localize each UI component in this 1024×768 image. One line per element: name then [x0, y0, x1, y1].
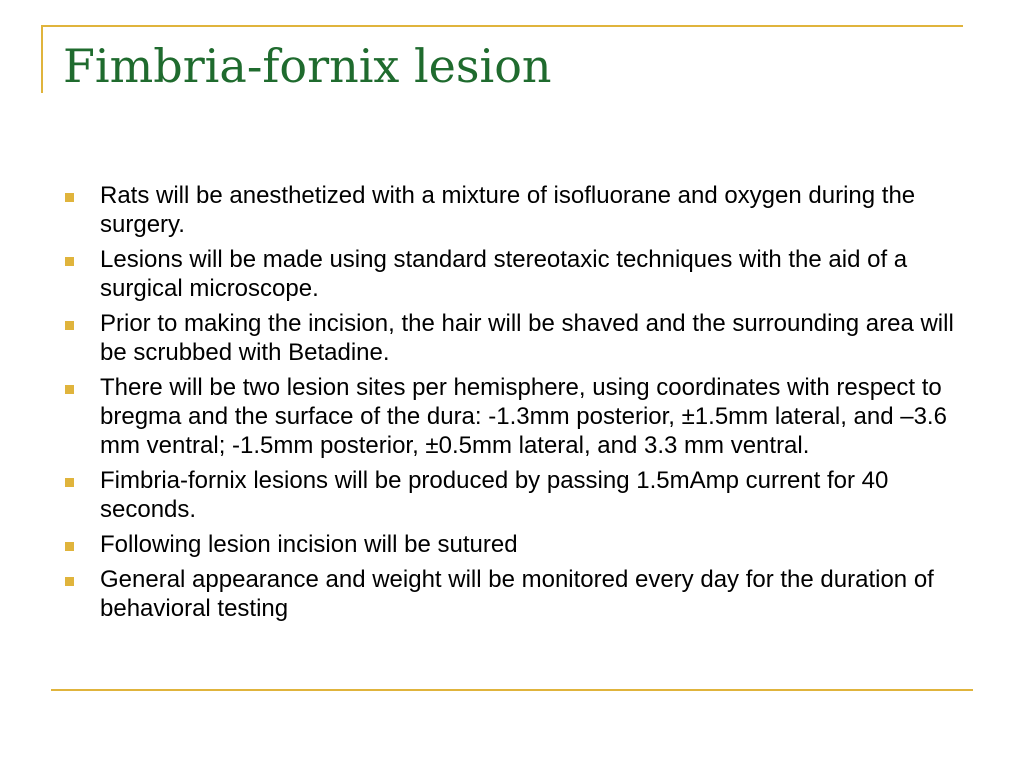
frame-top-rule — [41, 25, 963, 27]
bullet-item — [64, 245, 964, 303]
bullet-item — [64, 466, 964, 524]
bottom-rule — [51, 689, 973, 691]
bullet-item — [64, 309, 964, 367]
square-bullet-icon — [65, 257, 74, 266]
bullet-text: Fimbria-fornix lesions will be produced by passing 1.5mAmp current for 40 seconds. — [100, 467, 889, 523]
slide-title: Fimbria-fornix lesion — [63, 39, 552, 93]
square-bullet-icon — [65, 321, 74, 330]
bullet-text: Following lesion incision will be sutured — [100, 531, 518, 558]
bullet-text: There will be two lesion sites per hemisphere, using coordinates with respect to bregma and the surface of the dura: -1.3mm posterior, ±1.5mm lateral, and –3.6 mm ventral; -1.5mm posterior, ±0.5mm lateral, and 3.3 mm ventral. — [100, 374, 947, 459]
bullet-text: Rats will be anesthetized with a mixture of isofluorane and oxygen during the surgery. — [100, 182, 916, 238]
bullet-text: Prior to making the incision, the hair will be shaved and the surrounding area will be scrubbed with Betadine. — [100, 310, 954, 366]
bullet-item — [64, 565, 964, 623]
bullet-text: Lesions will be made using standard stereotaxic techniques with the aid of a surgical microscope. — [100, 246, 908, 302]
square-bullet-icon — [65, 542, 74, 551]
bullet-list — [64, 181, 964, 629]
square-bullet-icon — [65, 193, 74, 202]
square-bullet-icon — [65, 478, 74, 487]
square-bullet-icon — [65, 385, 74, 394]
bullet-item — [64, 530, 964, 559]
bullet-text: General appearance and weight will be monitored every day for the duration of behavioral testing — [100, 566, 934, 622]
frame-left-rule — [41, 25, 43, 93]
square-bullet-icon — [65, 577, 74, 586]
bullet-item — [64, 181, 964, 239]
bullet-item — [64, 373, 964, 460]
